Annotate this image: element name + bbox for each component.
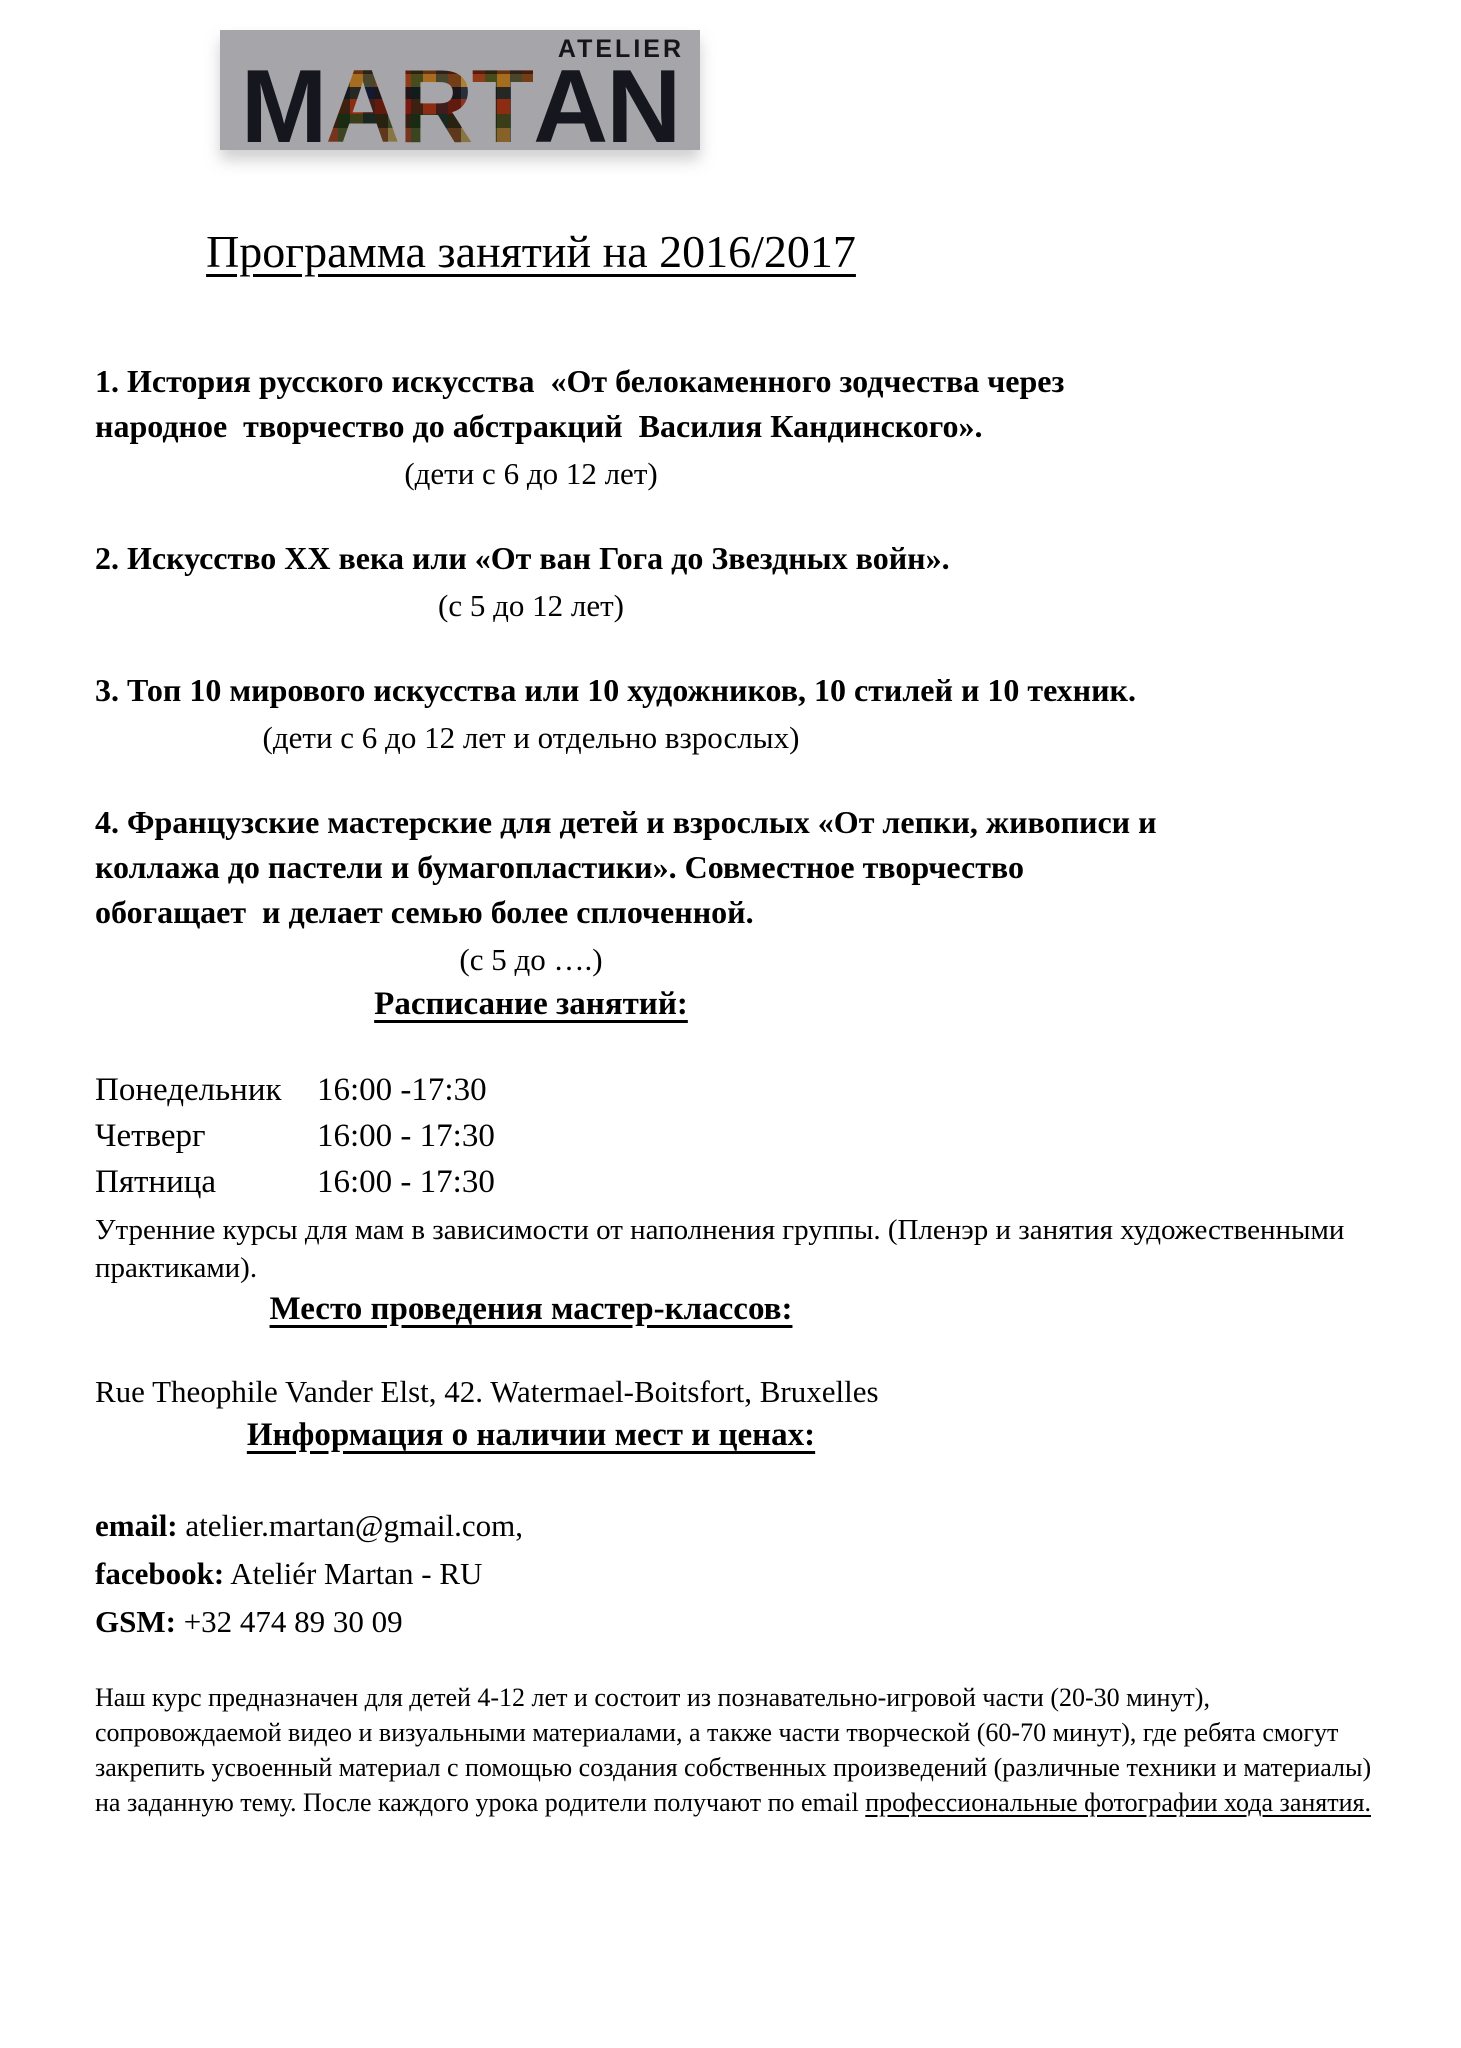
info-heading-block	[95, 1413, 967, 1458]
schedule-row-friday	[95, 1159, 1373, 1205]
contact-facebook	[95, 1550, 1373, 1598]
program-4-age: (с 5 до ….)	[459, 942, 603, 978]
info-heading: Информация о наличии мест и ценах:	[246, 1417, 816, 1454]
contact-email	[95, 1502, 1373, 1550]
program-item-1	[95, 359, 1373, 496]
logo-letter-m: M	[240, 49, 326, 165]
logo-letter-n: N	[606, 49, 680, 165]
location-heading: Место проведения мастер-классов:	[269, 1290, 793, 1327]
schedule-day: Пятница	[95, 1163, 217, 1200]
page-title: Программа занятий на 2016/2017	[206, 226, 856, 277]
title-block	[95, 224, 967, 279]
contact-gsm-value: +32 474 89 30 09	[183, 1603, 403, 1639]
schedule-time: 16:00 - 17:30	[317, 1117, 495, 1154]
program-item-3	[95, 668, 1373, 760]
logo-letter-t: T	[471, 49, 534, 165]
program-2-age: (с 5 до 12 лет)	[438, 588, 624, 624]
program-2-line-1: 2. Искусство XX века или «От ван Гога до Звездных войн».	[95, 540, 950, 577]
schedule-day: Понедельник	[95, 1071, 282, 1108]
program-item-2	[95, 536, 1373, 628]
schedule-day: Четверг	[95, 1117, 206, 1154]
course-description-underlined: профессиональные фотографии хода занятия.	[865, 1787, 1371, 1817]
program-3-line-1: 3. Топ 10 мирового искусства или 10 художников, 10 стилей и 10 техник.	[95, 672, 1136, 709]
contact-email-label: email:	[95, 1507, 178, 1543]
program-1-line-2: народное творчество до абстракций Василия Кандинского».	[95, 408, 983, 445]
logo-letter-a2: A	[533, 49, 607, 165]
logo-letter-a1: A	[325, 49, 399, 165]
schedule-time: 16:00 - 17:30	[317, 1163, 495, 1200]
program-4-line-3: обогащает и делает семью более сплоченной.	[95, 894, 754, 931]
course-description	[95, 1680, 1373, 1820]
schedule-table	[95, 1067, 1373, 1205]
program-1-age: (дети с 6 до 12 лет)	[404, 456, 658, 492]
morning-courses-note: Утренние курсы для мам в зависимости от наполнения группы. (Пленэр и занятия художественными практиками).	[95, 1213, 1345, 1284]
venue-address: Rue Theophile Vander Elst, 42. Watermael-Boitsfort, Bruxelles	[95, 1374, 879, 1410]
contact-gsm	[95, 1598, 1373, 1646]
program-1-line-1: 1. История русского искусства «От белокаменного зодчества через	[95, 363, 1065, 400]
contact-facebook-value: Ateliér Martan - RU	[230, 1555, 483, 1591]
schedule-time: 16:00 -17:30	[317, 1071, 487, 1108]
logo-atelier-text: ATELIER	[557, 35, 684, 63]
program-4-line-1: 4. Французские мастерские для детей и взрослых «От лепки, живописи и	[95, 804, 1157, 841]
program-3-age: (дети с 6 до 12 лет и отдельно взрослых)	[262, 720, 800, 756]
logo-letter-r: R	[398, 49, 472, 165]
schedule-heading-block	[95, 982, 967, 1027]
document-body	[0, 224, 1461, 1820]
contact-facebook-label: facebook:	[95, 1555, 225, 1591]
course-description-text: Наш курс предназначен для детей 4-12 лет и состоит из познавательно-игровой части (20-30 минут), сопровождаемой видео и визуальными материалами, а также части творческой (60-70 минут), где ребята смогут закрепить усвоенный материал с помощью создания собственных произведений (различные техники и материалы) на заданную тему. После каждого урока родители получают по email	[95, 1682, 1372, 1817]
schedule-row-monday	[95, 1067, 1373, 1113]
contact-gsm-label: GSM:	[95, 1603, 176, 1639]
schedule-heading: Расписание занятий:	[374, 986, 688, 1023]
program-4-line-2: коллажа до пастели и бумагопластики». Совместное творчество	[95, 849, 1024, 886]
location-heading-block	[95, 1287, 967, 1332]
program-item-4	[95, 800, 1373, 982]
atelier-martan-logo	[220, 30, 700, 165]
contact-list	[95, 1502, 1373, 1646]
schedule-row-thursday	[95, 1113, 1373, 1159]
contact-email-value: atelier.martan@gmail.com,	[185, 1507, 523, 1543]
